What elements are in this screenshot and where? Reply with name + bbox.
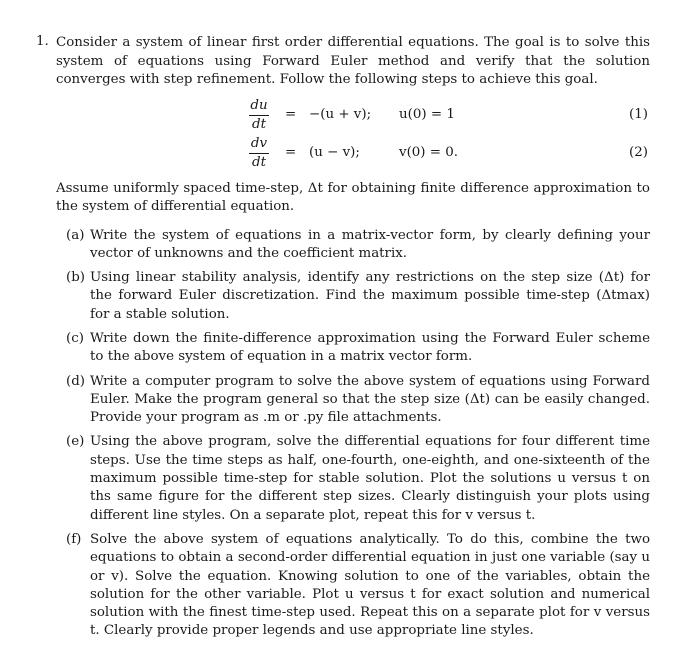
problem-intro: Consider a system of linear first order differential equations. The goal is to solve this system of equations using Forward Euler method and verify that the solution converges with step refinement. Follow the following steps to achieve this goal. bbox=[56, 35, 650, 87]
equals-sign: = bbox=[285, 106, 297, 122]
subpart-label: (a) bbox=[66, 227, 85, 243]
subpart-text: Write a computer program to solve the above system of equations using Forward Euler. Make the program general so that the step size (Δt) can be easily changed. Provide your program as .m or .py file attachments. bbox=[90, 373, 650, 426]
subpart-text: Using the above program, solve the differential equations for four different time steps. Use the time steps as half, one-fourth, one-eighth, and one-sixteenth of the maximum possible time-step for stable solution. Plot the solutions u versus t on ths same figure for the different step sizes. Clearly distinguish your plots using different line styles. On a separate plot, repeat this for v versus t. bbox=[90, 434, 650, 523]
fraction-numerator: dv bbox=[249, 136, 269, 154]
subpart-label: (c) bbox=[66, 330, 84, 346]
subpart-f bbox=[56, 531, 650, 641]
equation-rhs: −(u + v); bbox=[309, 106, 372, 122]
fraction-numerator: du bbox=[249, 98, 269, 116]
subpart-label: (e) bbox=[66, 434, 85, 450]
subpart-text: Solve the above system of equations analytically. To do this, combine the two equations to obtain a second-order differential equation in just one variable (say u or v). Solve the equation. Knowing solution to one of the variables, obtain the solution for the other variable. Plot u versus t for exact solution and numerical solution with the finest time-step used. Repeat this on a separate plot for v versus t. Clearly provide proper legends and use appropriate line styles. bbox=[90, 531, 650, 639]
subpart-b bbox=[56, 269, 650, 324]
derivative-fraction bbox=[249, 98, 269, 133]
subpart-text: Write the system of equations in a matrix-vector form, by clearly defining your vector of unknowns and the coefficient matrix. bbox=[90, 227, 650, 261]
equation-block bbox=[36, 98, 650, 174]
subpart-list bbox=[56, 227, 650, 641]
equation-row bbox=[36, 136, 650, 172]
equation-number: (1) bbox=[629, 106, 648, 122]
equation-rhs: (u − v); bbox=[309, 144, 360, 160]
subpart-label: (b) bbox=[66, 270, 86, 286]
subpart-text: Write down the finite-difference approximation using the Forward Euler scheme to the above system of equation in a matrix vector form. bbox=[90, 330, 650, 365]
problem-1 bbox=[36, 34, 650, 647]
equation-row bbox=[36, 98, 650, 134]
equation-number: (2) bbox=[629, 144, 648, 160]
fraction-denominator: dt bbox=[252, 116, 266, 132]
subpart-label: (f) bbox=[66, 531, 82, 547]
subpart-e bbox=[56, 433, 650, 524]
subpart-label: (d) bbox=[66, 373, 86, 389]
subpart-d bbox=[56, 373, 650, 428]
fraction-denominator: dt bbox=[252, 154, 266, 170]
problem-number: 1. bbox=[36, 34, 49, 49]
initial-condition: v(0) = 0. bbox=[399, 144, 459, 160]
equals-sign: = bbox=[285, 144, 297, 160]
initial-condition: u(0) = 1 bbox=[399, 106, 455, 122]
derivative-fraction bbox=[249, 136, 269, 171]
subpart-c bbox=[56, 330, 650, 367]
subpart-a bbox=[56, 227, 650, 264]
assumption-text: Assume uniformly spaced time-step, Δt for obtaining finite difference approximation to the system of differential equation. bbox=[56, 180, 650, 214]
subpart-text: Using linear stability analysis, identify any restrictions on the step size (Δt) for the forward Euler discretization. Find the maximum possible time-step (Δtmax) for a stable solution. bbox=[90, 270, 650, 322]
